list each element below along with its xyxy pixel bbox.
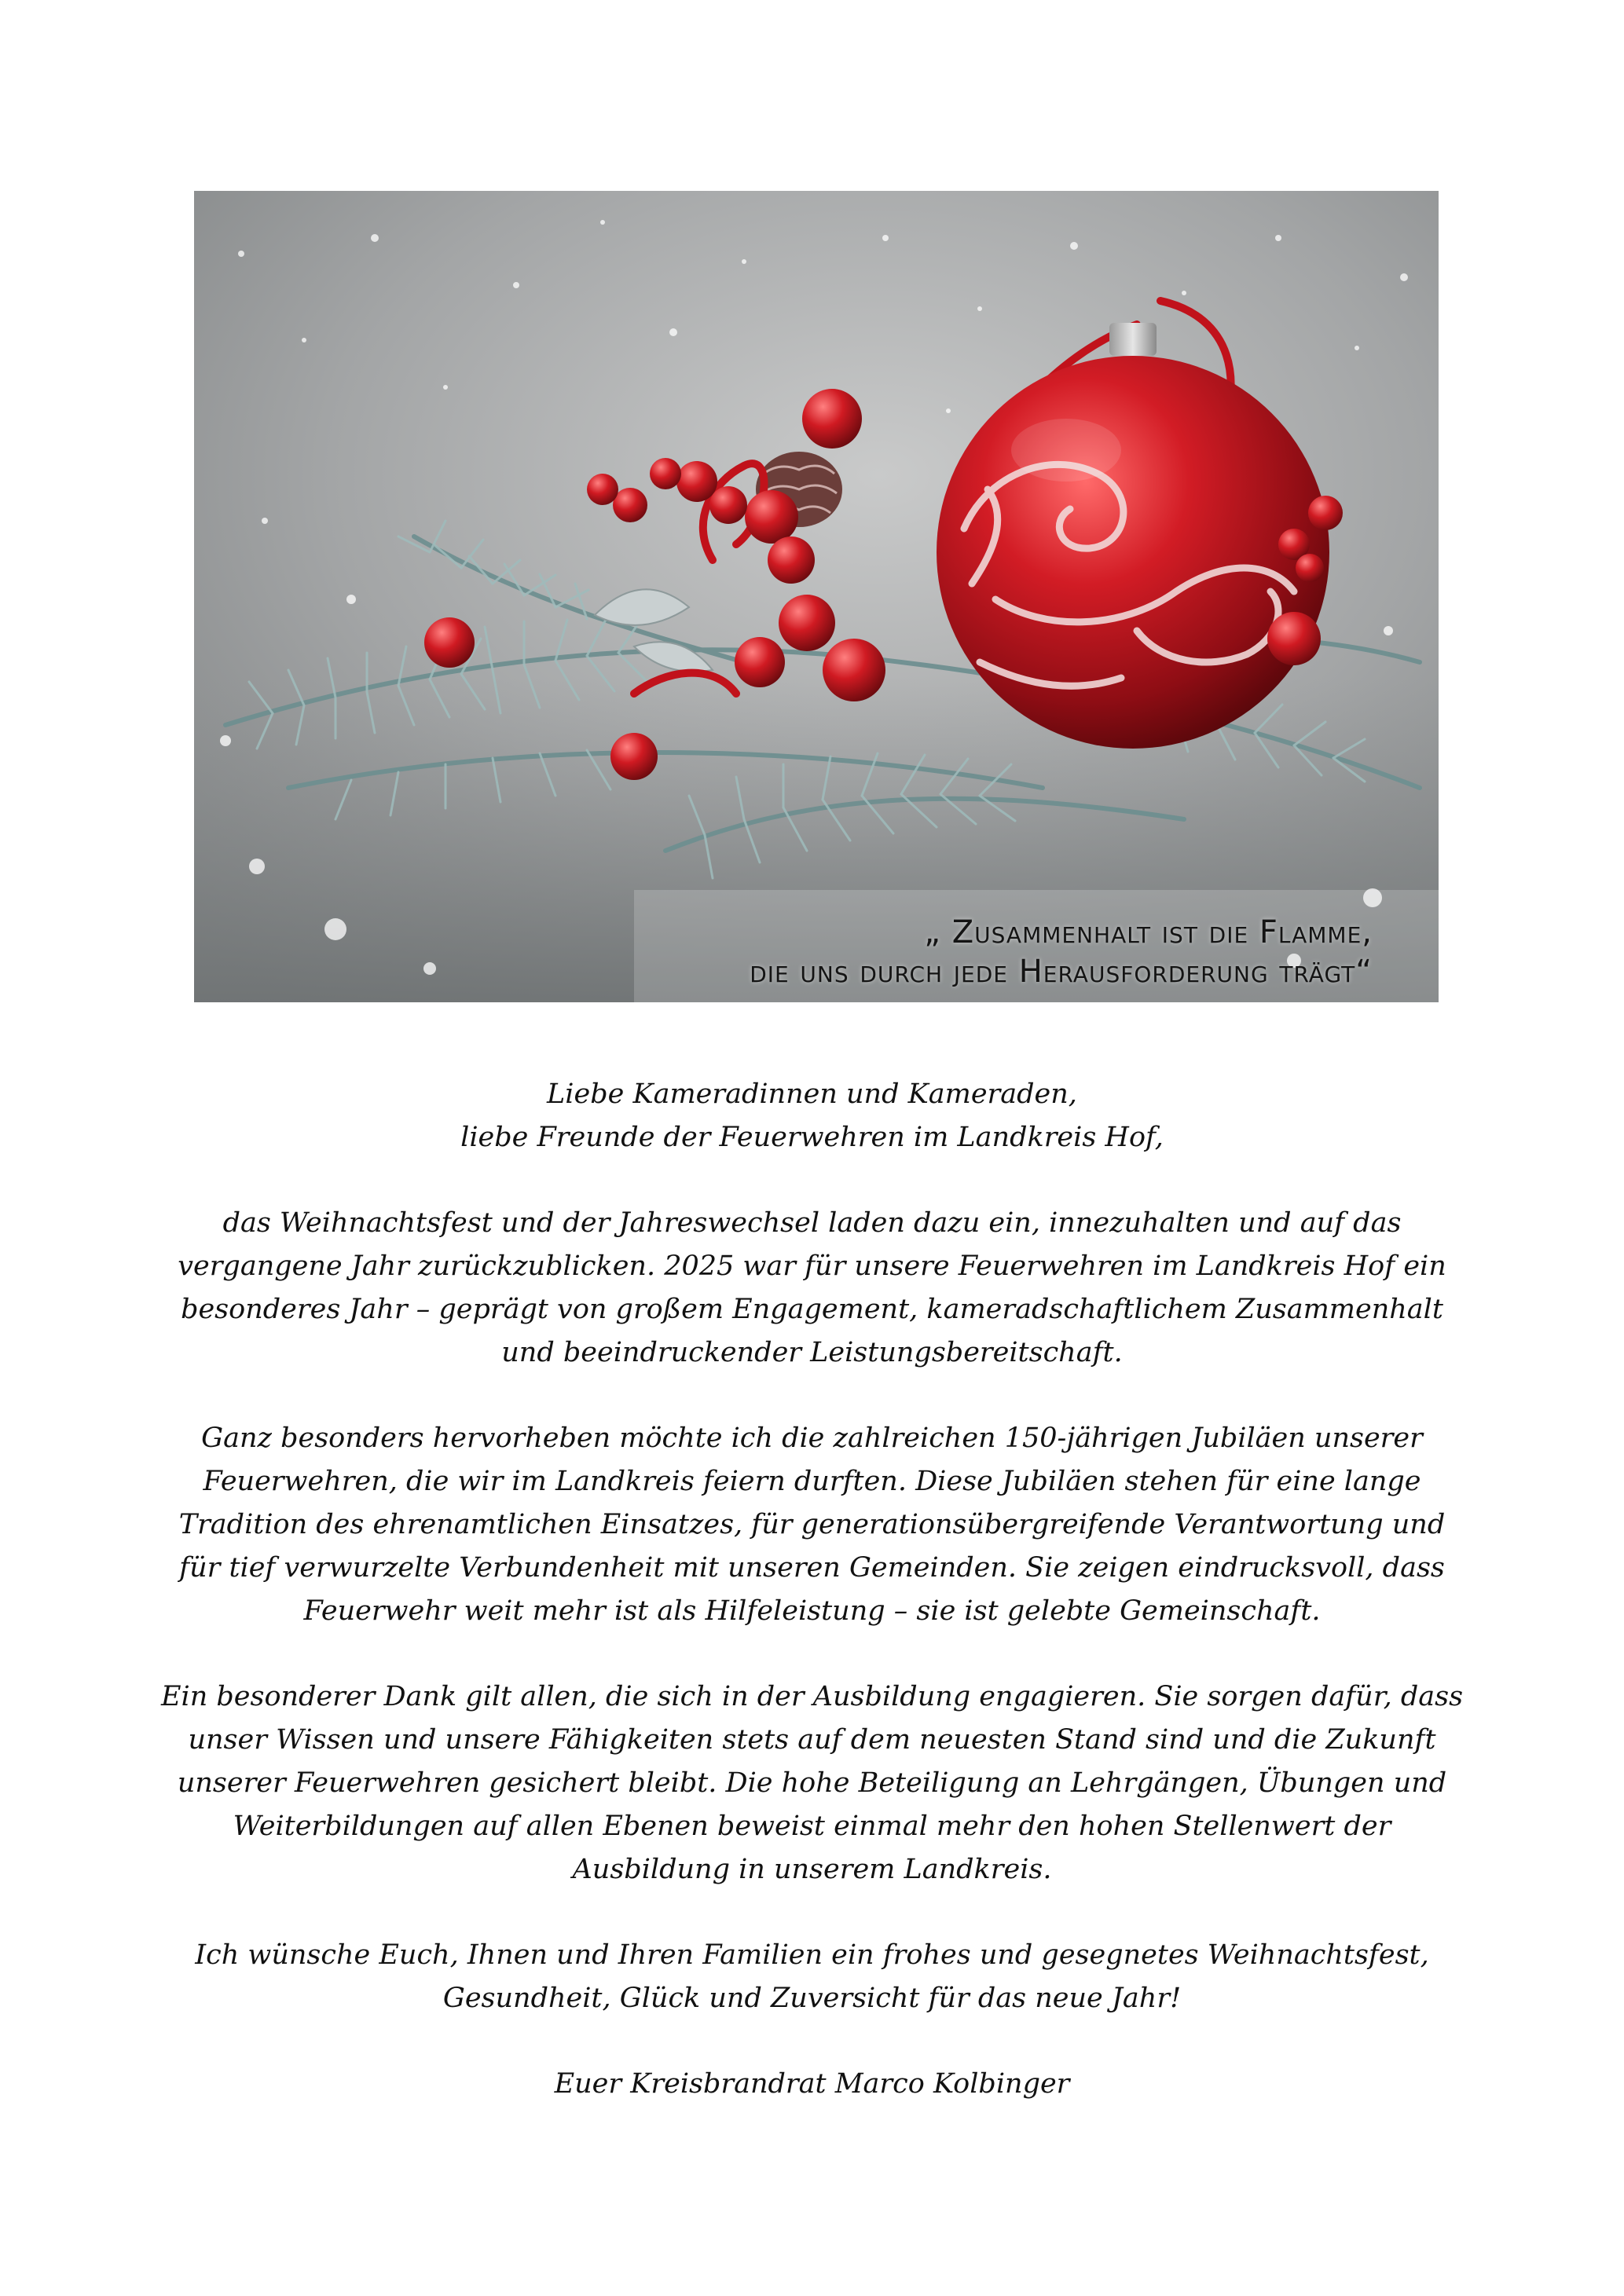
paragraph-3 [157,1675,1467,1891]
paragraph-line: unser Wissen und unsere Fähigkeiten stets auf dem neuesten Stand sind und die Zukunft [188,1724,1436,1756]
greeting [157,1073,1467,1159]
paragraph-line: unserer Feuerwehren gesichert bleibt. Die hohe Beteiligung an Lehrgängen, Übungen und [177,1767,1447,1799]
paragraph-line: Ganz besonders hervorheben möchte ich die zahlreichen 150-jährigen Jubiläen unserer [201,1423,1423,1454]
paragraph-line: Ein besonderer Dank gilt allen, die sich in der Ausbildung engagieren. Sie sorgen dafür, dass [160,1681,1464,1712]
paragraph-line: besonderes Jahr – geprägt von großem Engagement, kameradschaftlichem Zusammenhalt [181,1294,1443,1325]
paragraph-line: Feuerwehr weit mehr ist als Hilfeleistung – sie ist gelebte Gemeinschaft. [303,1595,1321,1627]
greeting-line: Liebe Kameradinnen und Kameraden, [547,1078,1077,1110]
paragraph-line: Gesundheit, Glück und Zuversicht für das neue Jahr! [442,1983,1182,2014]
paragraph-line: Tradition des ehrenamtlichen Einsatzes, für generationsübergreifende Verantwortung und [178,1509,1446,1540]
signature-line: Euer Kreisbrandrat Marco Kolbinger [554,2068,1070,2100]
paragraph-line: Ich wünsche Euch, Ihnen und Ihren Familien ein frohes und gesegnetes Weihnachtsfest, [195,1939,1429,1971]
paragraph-4 [157,1934,1467,2020]
paragraph-line: vergangene Jahr zurückzublicken. 2025 war für unsere Feuerwehren im Landkreis Hof ein [178,1251,1446,1282]
hero-quote [750,913,1373,991]
hero-quote-line-2: die uns durch jede Herausforderung trägt“ [750,954,1373,990]
paragraph-line: und beeindruckender Leistungsbereitschaft. [501,1337,1123,1368]
hero-quote-line-1: „ Zusammenhalt ist die Flamme, [924,914,1373,950]
letter-body [157,1073,1467,2148]
signature [157,2063,1467,2106]
paragraph-line: das Weihnachtsfest und der Jahreswechsel laden dazu ein, innezuhalten und auf das [222,1207,1402,1239]
christmas-ornament-photo [194,191,1439,1002]
greeting-line: liebe Freunde der Feuerwehren im Landkreis Hof, [460,1122,1164,1153]
paragraph-1 [157,1202,1467,1375]
christmas-ornament-illustration [194,191,1439,1002]
paragraph-2 [157,1417,1467,1633]
paragraph-line: Ausbildung in unserem Landkreis. [572,1854,1052,1885]
paragraph-line: Feuerwehren, die wir im Landkreis feiern durften. Diese Jubiläen stehen für eine lange [203,1466,1421,1497]
paragraph-line: Weiterbildungen auf allen Ebenen beweist einmal mehr den hohen Stellenwert der [233,1811,1391,1842]
paragraph-line: für tief verwurzelte Verbundenheit mit unseren Gemeinden. Sie zeigen eindrucksvoll, dass [179,1552,1445,1584]
